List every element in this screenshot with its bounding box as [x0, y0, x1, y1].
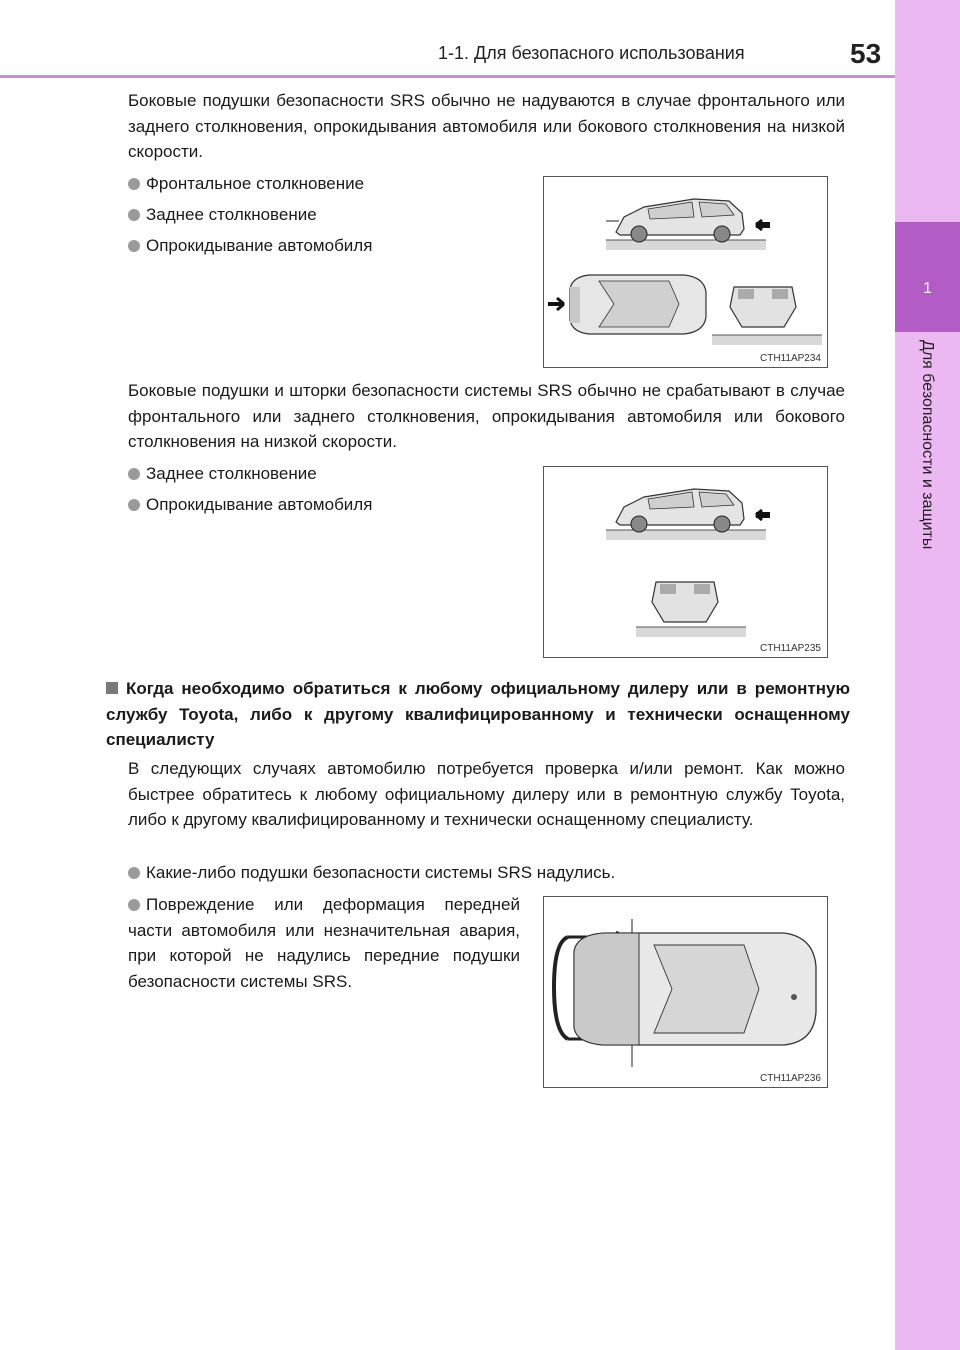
- page-number: 53: [850, 38, 882, 69]
- car-illustration-icon: [544, 177, 827, 367]
- bullet-dot-icon: [128, 899, 140, 911]
- car-illustration-icon: [544, 467, 827, 657]
- bullet-dot-icon: [128, 178, 140, 190]
- paragraph-side-curtain-airbags: Боковые подушки и шторки безопасности системы SRS обычно не срабатывают в случае фронтального или заднего столкновения, опрокидывания автомобиля или бокового столкновения на низкой скорости.: [128, 381, 845, 451]
- figure-collision-types-2: [543, 466, 828, 658]
- chapter-side-tab: [895, 0, 960, 1350]
- list-item: Заднее столкновение: [128, 202, 317, 228]
- chapter-marker: [895, 222, 960, 332]
- section-title: 1-1. Для безопасного использования: [438, 43, 745, 63]
- paragraph-inspection: В следующих случаях автомобилю потребуется проверка и/или ремонт. Как можно быстрее обратитесь к любому официальному дилеру или в ремонтную службу Toyota, либо к другому квалифицированному и технически оснащенному специалисту.: [128, 759, 845, 829]
- list-item: Фронтальное столкновение: [128, 171, 364, 197]
- section-heading: Когда необходимо обратиться к любому официальному дилеру или в ремонтную службу Toyota, либо к другому квалифицированному и технически оснащенному специалисту: [106, 679, 850, 749]
- figure-collision-types-1: [543, 176, 828, 368]
- chapter-number: 1: [923, 280, 932, 297]
- list-item: Повреждение или деформация передней части автомобиля или незначительная авария, при которой не надулись передние подушки безопасности системы SRS.: [128, 895, 520, 991]
- bullet-dot-icon: [128, 209, 140, 221]
- square-bullet-icon: [106, 682, 118, 694]
- paragraph-side-airbags: Боковые подушки безопасности SRS обычно не надуваются в случае фронтального или заднего столкновения, опрокидывания автомобиля или бокового столкновения на низкой скорости.: [128, 91, 845, 161]
- figure-code: CTH11AP234: [760, 353, 821, 364]
- bullet-dot-icon: [128, 240, 140, 252]
- figure-front-damage: [543, 896, 828, 1088]
- header-rule: [0, 75, 895, 78]
- bullet-dot-icon: [128, 499, 140, 511]
- figure-code: CTH11AP235: [760, 643, 821, 654]
- chapter-label: Для безопасности и защиты: [919, 340, 936, 550]
- list-item: Опрокидывание автомобиля: [128, 492, 372, 518]
- bullet-dot-icon: [128, 867, 140, 879]
- list-item: Заднее столкновение: [128, 461, 317, 487]
- bullet-dot-icon: [128, 468, 140, 480]
- figure-code: CTH11AP236: [760, 1073, 821, 1084]
- car-top-view-icon: [544, 897, 827, 1087]
- list-item: Какие-либо подушки безопасности системы SRS надулись.: [128, 860, 615, 886]
- list-item: Опрокидывание автомобиля: [128, 233, 372, 259]
